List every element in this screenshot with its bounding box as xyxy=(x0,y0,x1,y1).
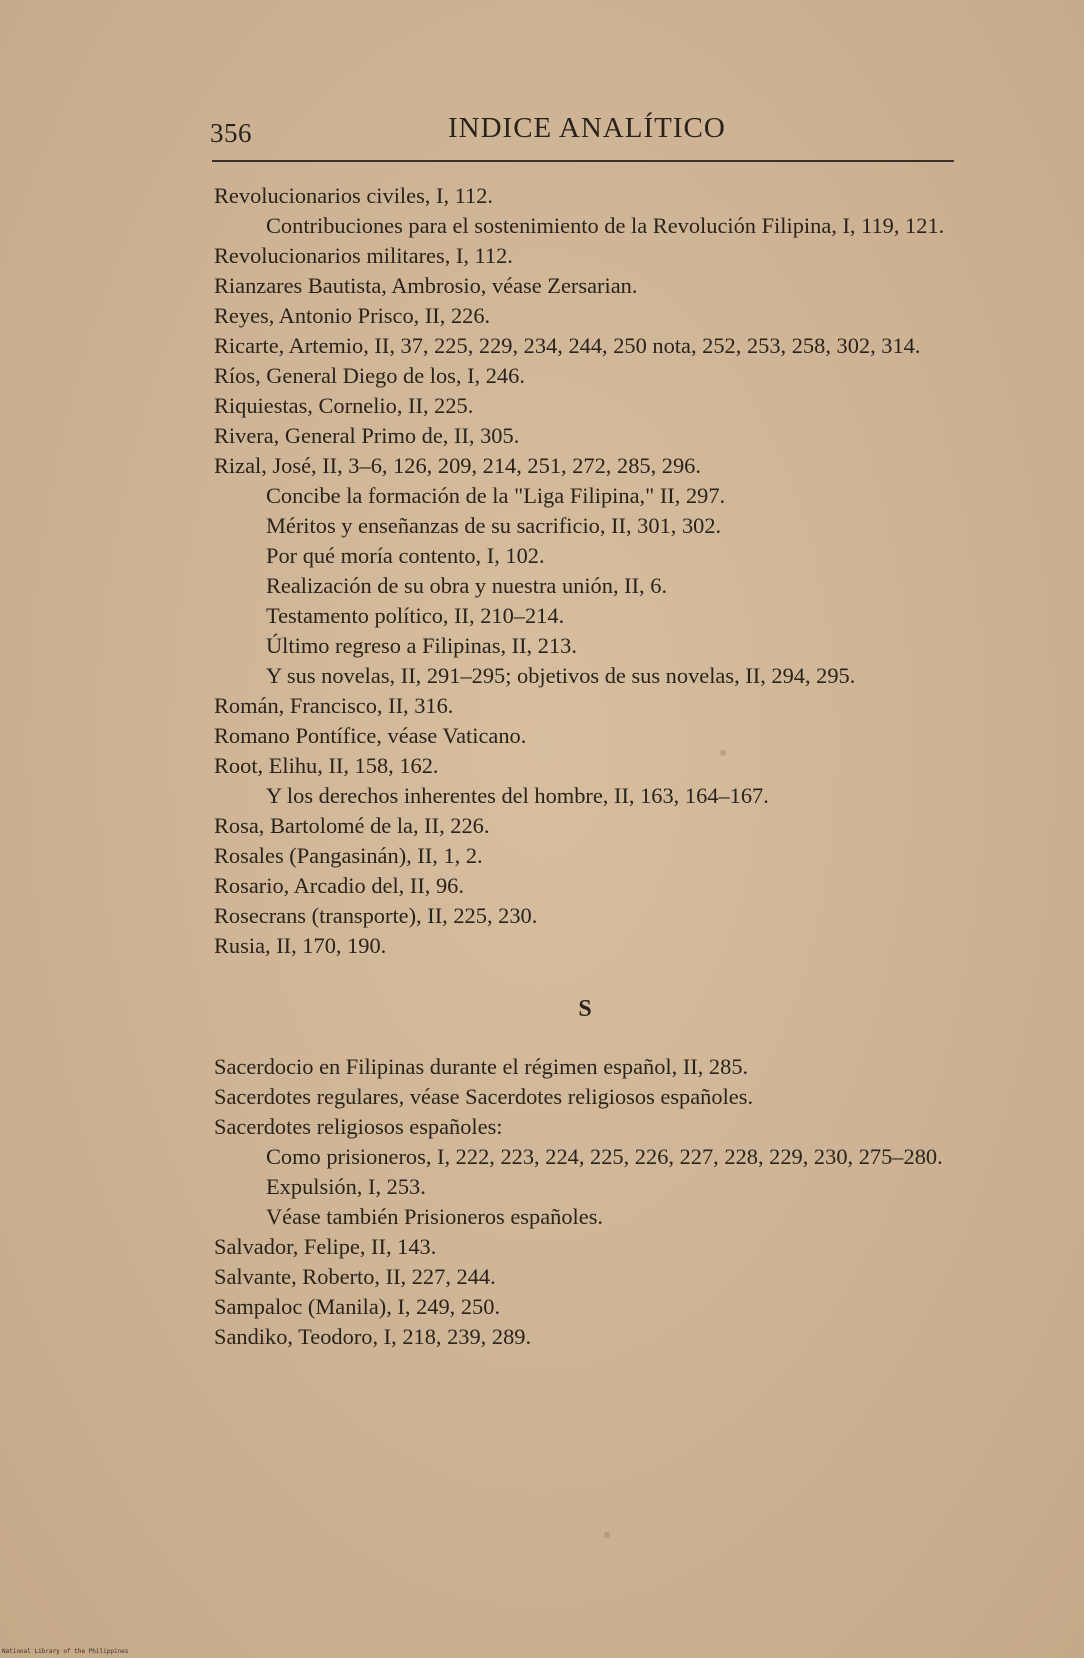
index-entry: Riquiestas, Cornelio, II, 225. xyxy=(214,393,474,418)
index-entry: Ricarte, Artemio, II, 37, 225, 229, 234, 244, 250 nota, 252, 253, 258, 302, 314. xyxy=(214,333,921,358)
index-entry: Rosales (Pangasinán), II, 1, 2. xyxy=(214,843,483,868)
index-entry: Rosa, Bartolomé de la, II, 226. xyxy=(214,813,490,838)
index-subentry: Último regreso a Filipinas, II, 213. xyxy=(266,633,577,658)
index-entry: Rusia, II, 170, 190. xyxy=(214,933,387,958)
index-entry: Sandiko, Teodoro, I, 218, 239, 289. xyxy=(214,1324,532,1349)
header-rule xyxy=(212,160,954,162)
index-entry: Ríos, General Diego de los, I, 246. xyxy=(214,363,525,388)
index-subentry: Y los derechos inherentes del hombre, II, 163, 164–167. xyxy=(266,783,769,808)
index-subentry: Como prisioneros, I, 222, 223, 224, 225, 226, 227, 228, 229, 230, 275–280. xyxy=(266,1144,943,1169)
index-entry: Revolucionarios civiles, I, 112. xyxy=(214,183,493,208)
index-subentry: Véase también Prisioneros españoles. xyxy=(266,1204,604,1229)
index-entry: Sacerdotes religiosos españoles: xyxy=(214,1114,503,1139)
paper-spot xyxy=(720,750,726,756)
index-entry: Rosario, Arcadio del, II, 96. xyxy=(214,873,464,898)
index-entry: Sacerdotes regulares, véase Sacerdotes religiosos españoles. xyxy=(214,1084,754,1109)
index-section-s xyxy=(214,1052,964,1352)
index-entry: Revolucionarios militares, I, 112. xyxy=(214,243,513,268)
index-entry: Rizal, José, II, 3–6, 126, 209, 214, 251, 272, 285, 296. xyxy=(214,453,701,478)
index-entry: Sampaloc (Manila), I, 249, 250. xyxy=(214,1294,501,1319)
index-subentry: Concibe la formación de la "Liga Filipina," II, 297. xyxy=(266,483,726,508)
footer-credit: National Library of the Philippines xyxy=(2,1648,129,1655)
index-entry: Root, Elihu, II, 158, 162. xyxy=(214,753,439,778)
index-subentry: Por qué moría contento, I, 102. xyxy=(266,543,545,568)
page-number: 356 xyxy=(210,118,252,148)
index-entry: Salvante, Roberto, II, 227, 244. xyxy=(214,1264,496,1289)
index-subentry: Realización de su obra y nuestra unión, II, 6. xyxy=(266,573,668,598)
index-entry: Reyes, Antonio Prisco, II, 226. xyxy=(214,303,491,328)
index-entry: Salvador, Felipe, II, 143. xyxy=(214,1234,437,1259)
index-subentry: Expulsión, I, 253. xyxy=(266,1174,426,1199)
index-entry: Sacerdocio en Filipinas durante el régimen español, II, 285. xyxy=(214,1054,749,1079)
index-subentry: Y sus novelas, II, 291–295; objetivos de sus novelas, II, 294, 295. xyxy=(266,663,856,688)
index-subentry: Contribuciones para el sostenimiento de la Revolución Filipina, I, 119, 121. xyxy=(266,213,945,238)
index-entry: Romano Pontífice, véase Vaticano. xyxy=(214,723,527,748)
index-entry: Rianzares Bautista, Ambrosio, véase Zersarian. xyxy=(214,273,638,298)
paper-spot xyxy=(604,1532,610,1538)
section-letter-heading: S xyxy=(578,996,592,1022)
index-section-r xyxy=(214,181,964,961)
index-entry: Rivera, General Primo de, II, 305. xyxy=(214,423,520,448)
running-title: INDICE ANALÍTICO xyxy=(448,112,726,144)
index-entry: Rosecrans (transporte), II, 225, 230. xyxy=(214,903,538,928)
index-entry: Román, Francisco, II, 316. xyxy=(214,693,454,718)
index-subentry: Méritos y enseñanzas de su sacrificio, II, 301, 302. xyxy=(266,513,722,538)
index-subentry: Testamento político, II, 210–214. xyxy=(266,603,565,628)
